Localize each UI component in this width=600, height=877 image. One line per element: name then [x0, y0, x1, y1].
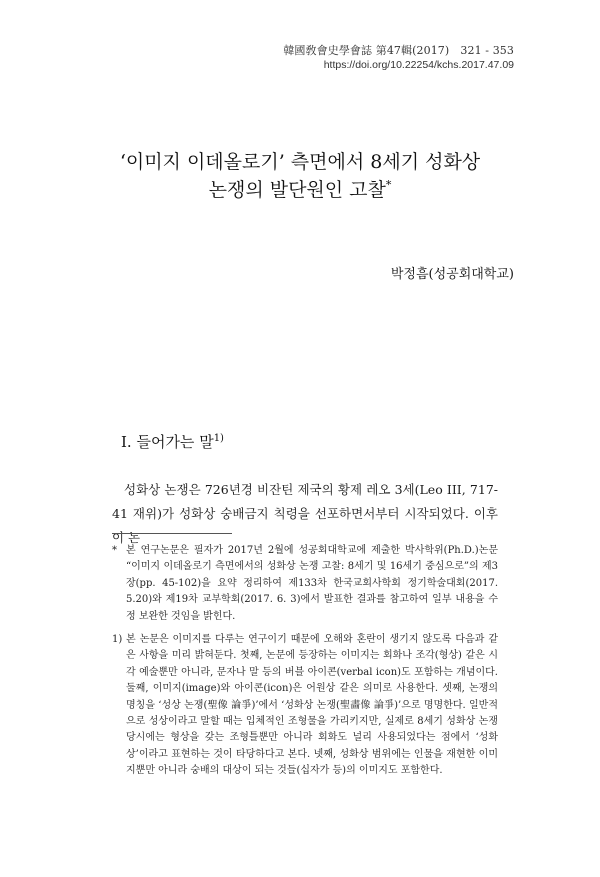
footnote-mark: 1): [112, 634, 123, 646]
footnote-text: 본 연구논문은 필자가 2017년 2월에 성공회대학교에 제출한 박사학위(Ph.D.)논문 “이미지 이데올로기 측면에서의 성화상 논쟁 고찰: 8세기 및 16세기 중심으로”의 제3장(pp. 45-102)을 요약 정리하여 제133차 한국교회사학회 정기학술대회(2017. 5.20)와 제19차 교부학회(2017. 6. 3)에서 발표한 결과를 참고하여 일부 내용을 수정 보완한 것임을 밝힌다.: [126, 545, 498, 622]
body-paragraph: 성화상 논쟁은 726년경 비잔틴 제국의 황제 레오 3세(Leo III, 717-41 재위)가 성화상 숭배금지 칙령을 선포하면서부터 시작되었다. 이후 이 논: [112, 482, 498, 545]
journal-citation: 韓國敎會史學會誌 第47輯(2017) 321 - 353: [283, 44, 514, 57]
footnote-divider: [112, 533, 232, 534]
running-header: [283, 44, 514, 72]
footnote-text: 본 논문은 이미지를 다루는 연구이기 때문에 오해와 혼란이 생기지 않도록 다음과 같은 사항을 미리 밝혀둔다. 첫째, 논문에 등장하는 이미지는 회화나 조각(형상) 같은 시각 예술뿐만 아니라, 문자나 말 등의 버블 아이콘(verbal icon)도 포함하는 개념이다. 둘째, 이미지(image)와 아이콘(icon)은 어원상 같은 의미로 사용한다. 셋째, 논쟁의 명칭을 ‘성상 논쟁(聖像 論爭)’에서 ‘성화상 논쟁(聖畵像 論爭)’으로 명명한다. 일반적으로 성상이라고 말할 때는 입체적인 조형물을 가리키지만, 실제로 8세기 성화상 논쟁 당시에는 형상을 갖는 조형틀뿐만 아니라 회화도 널리 사용되었다는 점에서 ‘성화상’이라고 표현하는 것이 타당하다고 본다. 넷째, 성화상 범위에는 인물을 재현한 이미지뿐만 아니라 숭배의 대상이 되는 것들(십자가 등)의 이미지도 포함한다.: [126, 634, 498, 777]
section-heading-text: I. 들어가는 말: [121, 433, 214, 451]
footnotes: [112, 543, 498, 787]
footnote-star: [112, 543, 498, 625]
doi-link[interactable]: https://doi.org/10.22254/kchs.2017.47.09: [323, 59, 514, 71]
title-line-2: [0, 176, 600, 204]
title-line-2-text: 논쟁의 발단원인 고찰: [208, 179, 386, 201]
paper-title: [0, 148, 600, 204]
footnote-mark: *: [112, 545, 117, 556]
title-line-1: ‘이미지 이데올로기’ 측면에서 8세기 성화상: [119, 151, 481, 173]
footnote-1: [112, 632, 498, 780]
section-footnote-mark[interactable]: 1): [213, 433, 224, 444]
title-footnote-mark[interactable]: *: [385, 178, 392, 192]
author-affiliation: 박정흠(성공회대학교): [390, 267, 514, 282]
section-heading: [121, 431, 224, 452]
